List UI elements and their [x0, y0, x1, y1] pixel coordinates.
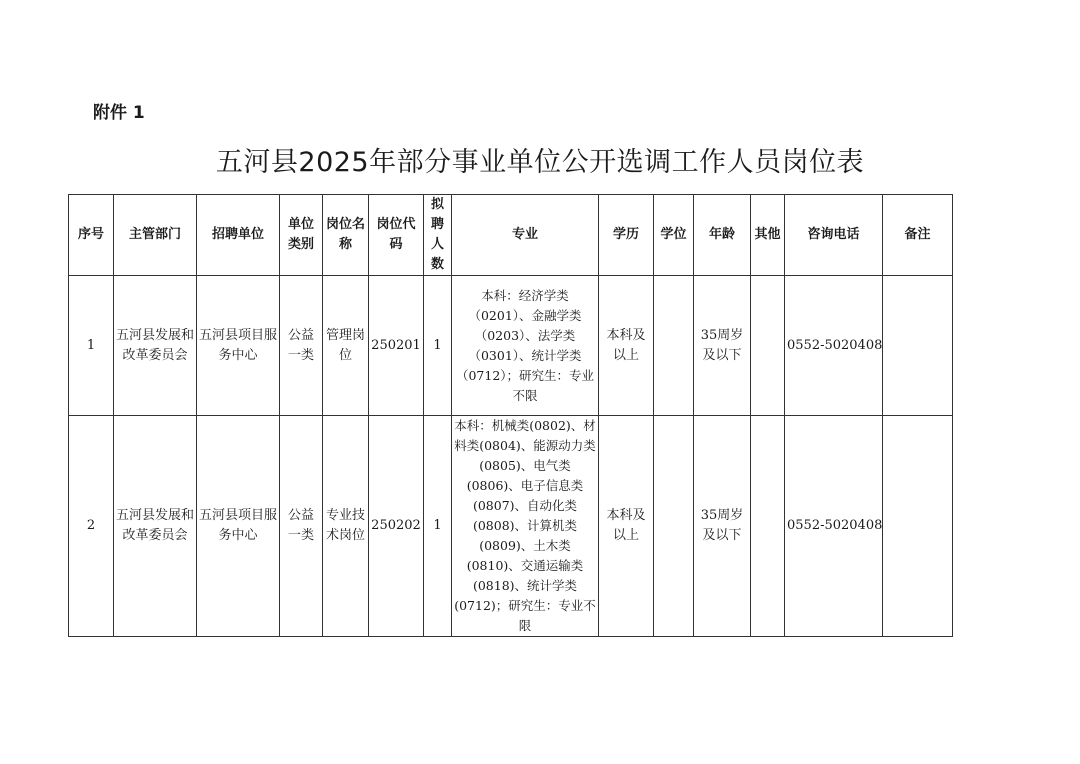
header-education: 学历	[599, 195, 654, 276]
cell-age: 35周岁及以下	[694, 276, 751, 416]
header-unit: 招聘单位	[197, 195, 280, 276]
cell-phone: 0552-5020408	[785, 276, 883, 416]
cell-seq: 2	[69, 416, 114, 637]
attachment-label: 附件 1	[93, 103, 145, 123]
cell-seq: 1	[69, 276, 114, 416]
cell-unit-type: 公益一类	[280, 416, 323, 637]
header-post-code: 岗位代码	[369, 195, 424, 276]
table-row	[69, 416, 953, 637]
cell-age: 35周岁及以下	[694, 416, 751, 637]
header-age: 年龄	[694, 195, 751, 276]
cell-post-code: 250201	[369, 276, 424, 416]
header-degree: 学位	[654, 195, 694, 276]
cell-count: 1	[424, 276, 452, 416]
cell-education: 本科及以上	[599, 276, 654, 416]
cell-count: 1	[424, 416, 452, 637]
page-title: 五河县2025年部分事业单位公开选调工作人员岗位表	[215, 147, 865, 178]
cell-post-name: 管理岗位	[323, 276, 369, 416]
header-unit-type: 单位类别	[280, 195, 323, 276]
cell-phone: 0552-5020408	[785, 416, 883, 637]
cell-degree	[654, 416, 694, 637]
table-header-row	[69, 195, 953, 276]
cell-dept: 五河县发展和改革委员会	[114, 276, 197, 416]
cell-unit: 五河县项目服务中心	[197, 416, 280, 637]
cell-major: 本科：机械类(0802)、材料类(0804)、能源动力类(0805)、电气类(0806)、电子信息类(0807)、自动化类(0808)、计算机类(0809)、土木类(0810)、交通运输类(0818)、统计学类(0712)；研究生：专业不限	[452, 416, 599, 637]
header-major: 专业	[452, 195, 599, 276]
header-phone: 咨询电话	[785, 195, 883, 276]
cell-post-code: 250202	[369, 416, 424, 637]
cell-education: 本科及以上	[599, 416, 654, 637]
positions-table	[68, 194, 953, 637]
header-count: 拟聘人数	[424, 195, 452, 276]
cell-remark	[883, 416, 953, 637]
cell-other	[751, 276, 785, 416]
header-dept: 主管部门	[114, 195, 197, 276]
header-remark: 备注	[883, 195, 953, 276]
header-seq: 序号	[69, 195, 114, 276]
header-post-name: 岗位名称	[323, 195, 369, 276]
cell-post-name: 专业技术岗位	[323, 416, 369, 637]
cell-major: 本科：经济学类（0201）、金融学类（0203）、法学类（0301）、统计学类（0712）；研究生：专业不限	[452, 276, 599, 416]
cell-remark	[883, 276, 953, 416]
cell-unit-type: 公益一类	[280, 276, 323, 416]
cell-other	[751, 416, 785, 637]
cell-dept: 五河县发展和改革委员会	[114, 416, 197, 637]
header-other: 其他	[751, 195, 785, 276]
cell-unit: 五河县项目服务中心	[197, 276, 280, 416]
table-row	[69, 276, 953, 416]
cell-degree	[654, 276, 694, 416]
